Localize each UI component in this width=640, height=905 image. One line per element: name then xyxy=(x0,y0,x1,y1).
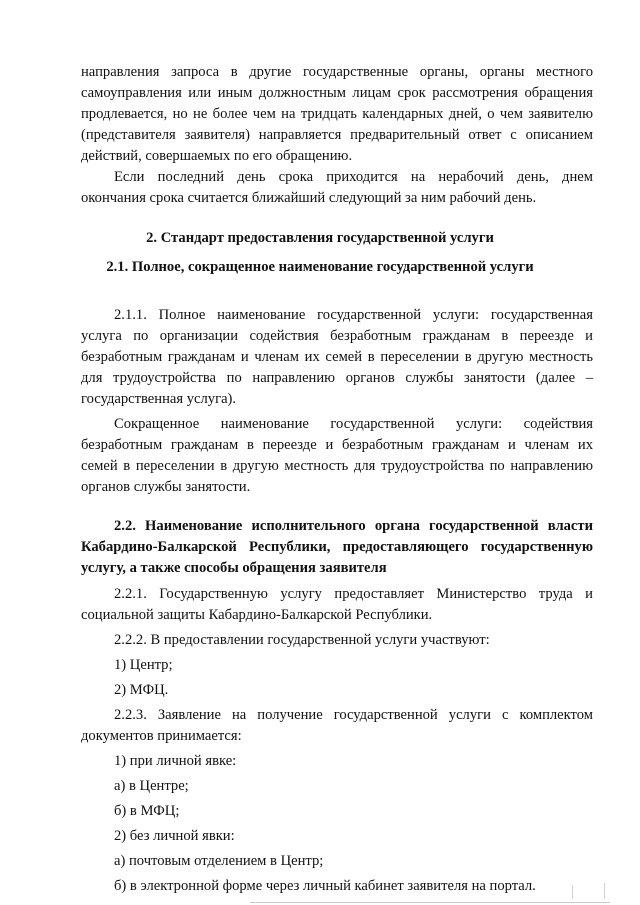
heading-line: Кабардино-Балкарской Республики, предоставляющего государственную xyxy=(81,539,593,555)
list-item: б) в МФЦ; xyxy=(114,803,180,819)
text-line: действий, совершаемых по его обращению. xyxy=(81,148,353,164)
text-line: органов службы занятости. xyxy=(81,479,251,495)
text-line: для трудоустройства по направлению органов службы занятости (далее – xyxy=(81,370,593,386)
text-line: государственная услуга). xyxy=(81,391,237,407)
list-item: 1) при личной явке: xyxy=(114,753,237,769)
scan-edge-line xyxy=(250,902,610,903)
heading-line: 2.2. Наименование исполнительного органа государственной власти xyxy=(114,518,593,534)
scan-mark xyxy=(572,885,573,899)
heading-line: услугу, а также способы обращения заявителя xyxy=(81,560,387,576)
list-item: а) в Центре; xyxy=(114,778,189,794)
section-2-1-heading: 2.1. Полное, сокращенное наименование государственной услуги xyxy=(106,259,534,275)
paragraph-2-2-2: 2.2.2. В предоставлении государственной услуги участвуют: xyxy=(114,632,490,648)
text-line: безработным гражданам и членам их семей в переселении в другую местность xyxy=(81,349,593,365)
text-line: окончания срока считается ближайший следующий за ним рабочий день. xyxy=(81,190,537,206)
text-line: (представителя заявителя) направляется предварительный ответ с описанием xyxy=(81,127,593,143)
text-line: направления запроса в другие государственные органы, органы местного xyxy=(81,64,593,80)
text-line: документов принимается: xyxy=(81,728,242,744)
text-line: 2.1.1. Полное наименование государственной услуги: государственная xyxy=(114,307,593,323)
text-line: 2.2.1. Государственную услугу предоставляет Министерство труда и xyxy=(114,586,593,602)
section-2-heading: 2. Стандарт предоставления государственной услуги xyxy=(146,230,494,246)
list-item: 2) без личной явки: xyxy=(114,828,235,844)
list-item: 2) МФЦ. xyxy=(114,682,169,698)
text-line: 2.2.3. Заявление на получение государственной услуги с комплектом xyxy=(114,707,593,723)
text-line: самоуправления или иным должностным лицам срок рассмотрения обращения xyxy=(81,85,593,101)
scan-mark xyxy=(604,883,605,899)
text-line: социальной защиты Кабардино-Балкарской Республики. xyxy=(81,607,433,623)
text-line: продлевается, но не более чем на тридцать календарных дней, о чем заявителю xyxy=(81,106,593,122)
text-line: Сокращенное наименование государственной услуги: содействия xyxy=(114,416,593,432)
text-line: услуга по организации содействия безработным гражданам в переезде и xyxy=(81,328,593,344)
list-item: 1) Центр; xyxy=(114,657,173,673)
list-item: а) почтовым отделением в Центр; xyxy=(114,853,324,869)
text-line: Если последний день срока приходится на нерабочий день, днем xyxy=(114,169,593,185)
list-item: б) в электронной форме через личный кабинет заявителя на портал. xyxy=(114,878,536,894)
text-line: семей в переселении в другую местность для трудоустройства по направлению xyxy=(81,458,593,474)
text-line: безработным гражданам в переезде и безработным гражданам и членам их xyxy=(81,437,593,453)
